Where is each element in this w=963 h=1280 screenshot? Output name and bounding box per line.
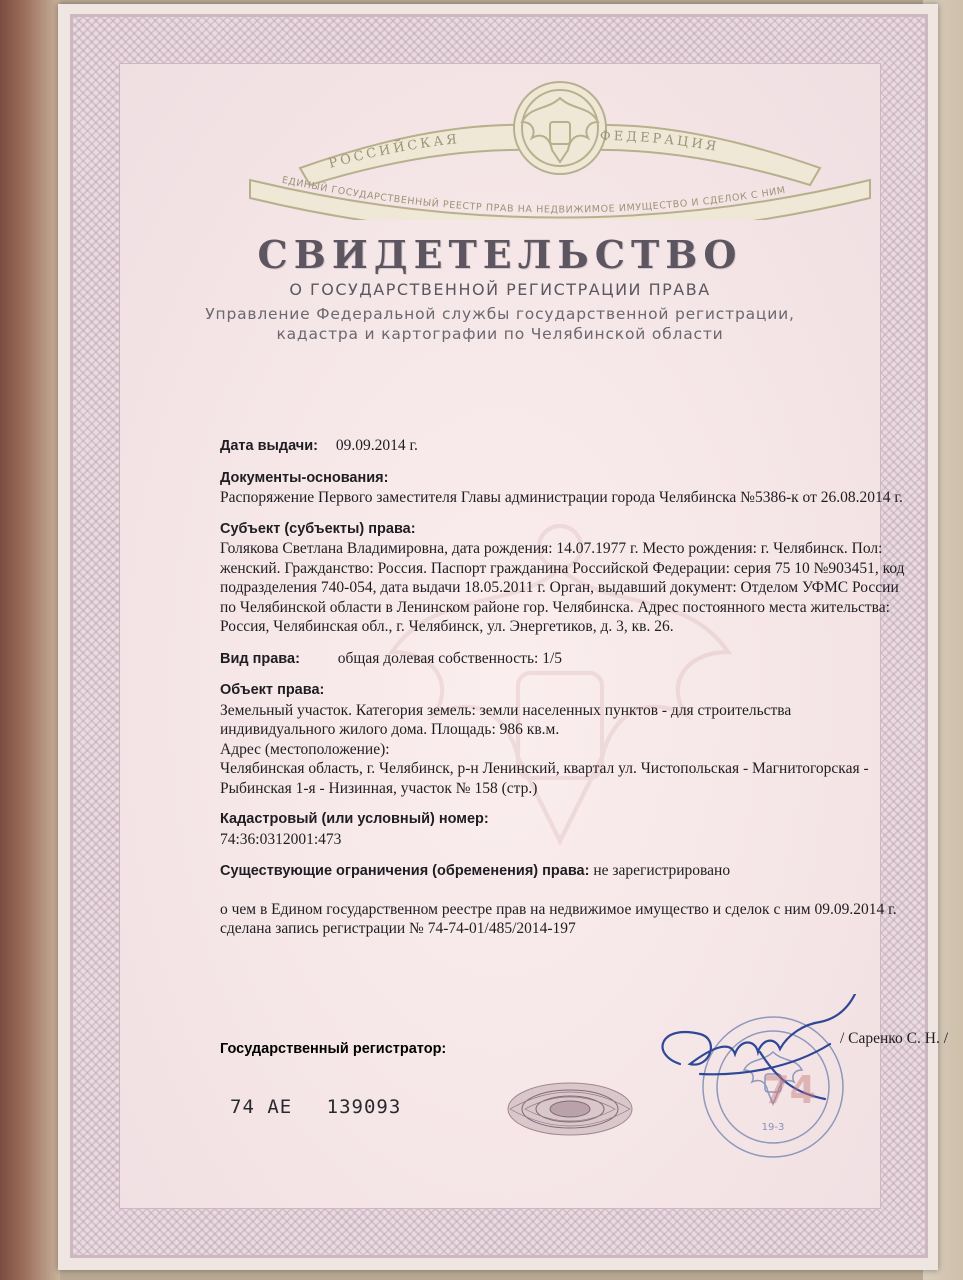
ribbon-text-registry: ЕДИНЫЙ ГОСУДАРСТВЕННЫЙ РЕЕСТР ПРАВ НА НЕДВИЖИМОЕ ИМУЩЕСТВО И СДЕЛОК С НИМ bbox=[280, 174, 787, 216]
certificate-body bbox=[119, 63, 948, 1209]
issue-date-value: 09.09.2014 г. bbox=[335, 437, 418, 454]
authority-line-1: Управление Федеральной службы государственной регистрации, bbox=[205, 305, 795, 323]
restrictions-value: не зарегистрировано bbox=[593, 862, 731, 879]
object-address-label: Адрес (местоположение): bbox=[220, 740, 390, 758]
restrictions-label: Существующие ограничения (обременения) права: bbox=[220, 863, 590, 879]
object-address: Челябинская область, г. Челябинск, р-н Ленинский, квартал ул. Чистопольская - Магнитогорская - Рыбинская 1-я - Низинная, участок № 158 (стр.) bbox=[220, 760, 869, 797]
header-emblem-ribbon bbox=[230, 70, 890, 220]
registrar-label: Государственный регистратор: bbox=[220, 1041, 447, 1057]
document-title: СВИДЕТЕЛЬСТВО bbox=[257, 232, 743, 277]
object-description: Земельный участок. Категория земель: земли населенных пунктов - для строительства индивидуального жилого дома. Площадь: 986 кв.м. bbox=[220, 701, 792, 738]
subjects-label: Субъект (субъекты) права: bbox=[220, 520, 416, 537]
serial-series: 74 АЕ bbox=[230, 1096, 293, 1118]
serial-number: 139093 bbox=[326, 1096, 402, 1118]
restrictions-block bbox=[220, 861, 910, 882]
issue-date-label: Дата выдачи: bbox=[220, 438, 318, 454]
subjects-block bbox=[220, 520, 910, 637]
certificate-sheet bbox=[58, 4, 948, 1270]
documents-block bbox=[220, 469, 910, 508]
certificate-content bbox=[220, 436, 910, 951]
certificate-serial bbox=[230, 1096, 401, 1118]
cadastral-block bbox=[220, 810, 910, 849]
documents-value: Распоряжение Первого заместителя Главы администрации города Челябинска №5386-к от 26.08.2014 г. bbox=[220, 489, 903, 506]
security-rosette-icon bbox=[505, 1080, 635, 1138]
right-type-block bbox=[220, 649, 910, 670]
object-block bbox=[220, 681, 910, 798]
ribbon-text-federation: ФЕДЕРАЦИЯ bbox=[599, 128, 721, 156]
document-subtitle: О ГОСУДАРСТВЕННОЙ РЕГИСТРАЦИИ ПРАВА bbox=[289, 280, 711, 299]
registry-record: о чем в Едином государственном реестре прав на недвижимое имущество и сделок с ним 09.09.2014 г. сделана запись регистрации № 74-74-01/485/2014-197 bbox=[220, 900, 897, 937]
cadastral-label: Кадастровый (или условный) номер: bbox=[220, 811, 489, 827]
documents-label: Документы-основания: bbox=[220, 469, 389, 486]
background-left-edge bbox=[0, 0, 60, 1280]
subjects-value: Голякова Светлана Владимировна, дата рождения: 14.07.1977 г. Место рождения: г. Челябинск. Пол: женский. Гражданство: Россия. Паспорт гражданина Российской Федерации: серия 75 10 №903451, код подразделения 740-054, дата выдачи 18.05.2011 г. Орган, выдавший документ: Отделом УФМС России по Челябинской области в Ленинском районе гор. Челябинска. Адрес постоянного места жительства: Россия, Челябинская обл., г. Челябинск, ул. Энергетиков, д. 3, кв. 26. bbox=[220, 540, 905, 635]
cadastral-value: 74:36:0312001:473 bbox=[220, 830, 342, 848]
issue-date-block bbox=[220, 436, 910, 457]
stamp-number: 19-3 bbox=[761, 1122, 785, 1133]
right-type-value: общая долевая собственность: 1/5 bbox=[337, 649, 563, 667]
region-code-watermark: 74 bbox=[763, 1068, 816, 1112]
object-label: Объект права: bbox=[220, 682, 325, 698]
authority-line-2: кадастра и картографии по Челябинской области bbox=[276, 325, 724, 343]
registrar-name: / Саренко С. Н. / bbox=[839, 1030, 948, 1047]
ribbon-text-russian: РОССИЙСКАЯ bbox=[327, 132, 461, 172]
guilloche-border bbox=[70, 14, 948, 1258]
right-type-label: Вид права: bbox=[220, 650, 300, 667]
registrar-signature bbox=[640, 994, 860, 1104]
issuing-authority bbox=[180, 304, 820, 344]
